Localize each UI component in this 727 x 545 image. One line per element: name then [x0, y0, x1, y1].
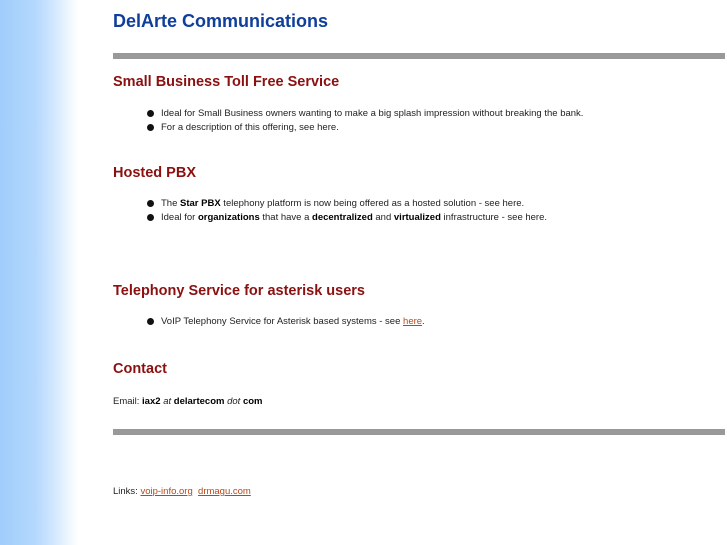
bottom-divider: [113, 429, 725, 435]
list-item: The Star PBX telephony platform is now being offered as a hosted solution - see here.: [147, 197, 547, 211]
list-item: Ideal for Small Business owners wanting to make a big splash impression without breaking the bank.: [147, 107, 583, 121]
link-drmagu[interactable]: drmagu.com: [198, 486, 251, 497]
link-voip-info[interactable]: voip-info.org: [140, 486, 193, 497]
heading-contact: Contact: [113, 361, 167, 377]
list-item: For a description of this offering, see here.: [147, 121, 583, 135]
asterisk-here-link[interactable]: here: [403, 316, 423, 327]
site-title: DelArte Communications: [113, 11, 329, 31]
heading-asterisk: Telephony Service for asterisk users: [113, 283, 365, 299]
heading-hosted-pbx: Hosted PBX: [113, 165, 196, 181]
side-gradient: [0, 0, 78, 545]
list-item: Ideal for organizations that have a decentralized and virtualized infrastructure - see here.: [147, 211, 547, 225]
heading-toll-free: Small Business Toll Free Service: [113, 74, 340, 90]
list-item: VoIP Telephony Service for Asterisk based systems - see here.: [147, 315, 425, 329]
asterisk-list: [147, 315, 425, 329]
hosted-pbx-list: [147, 197, 547, 225]
contact-email: Email: iax2 at delartecom dot com: [113, 396, 263, 407]
footer-links: Links: voip-info.org drmagu.com: [113, 486, 251, 497]
top-divider: [113, 53, 725, 59]
toll-free-list: [147, 107, 583, 135]
